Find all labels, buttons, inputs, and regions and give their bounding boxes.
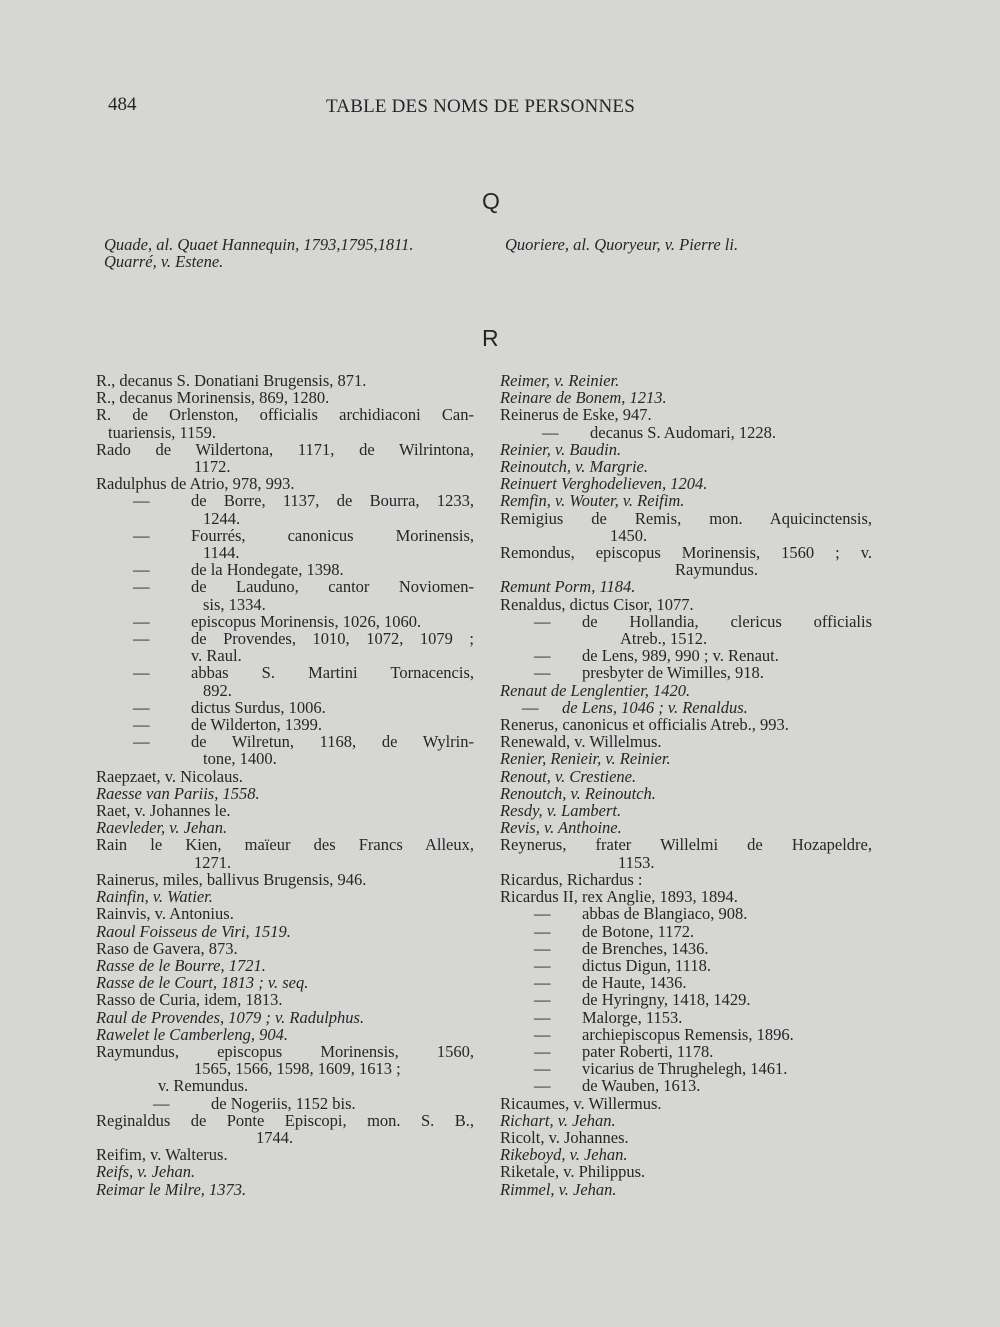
entry-continuation: 1744. [256,1127,294,1147]
index-entry [500,802,872,819]
entry-text: Remondus, episcopus Morinensis, 1560 ; v. [500,543,872,563]
entry-text: Ricardus, Richardus : [500,869,643,889]
index-entry [96,1146,474,1163]
entry-continuation: sis, 1334. [203,594,266,614]
entry-text: Quoriere, al. Quoryeur, v. Pierre li. [505,235,739,254]
entry-text: Reinier, v. Baudin. [500,439,622,459]
index-subentry [534,1076,872,1096]
entry-text: de Wilderton, 1399. [191,715,323,735]
entry-continuation: Atreb., 1512. [620,629,708,649]
index-subentry [133,577,474,614]
running-head: TABLE DES NOMS DE PERSONNES [326,96,635,117]
entry-text: de Lens, 989, 990 ; v. Renaut. [582,646,779,666]
index-entry [96,940,474,957]
entry-text: episcopus Morinensis, 1026, 1060. [191,611,422,631]
index-entry [500,819,872,836]
entry-text: de Borre, 1137, de Bourra, 1233, [191,491,474,511]
dash-mark: — [133,697,150,717]
entry-text: R., decanus S. Donatiani Brugensis, 871. [96,371,367,390]
dash-mark: — [534,663,551,683]
index-entry [500,750,872,767]
entry-text: Reifim, v. Walterus. [96,1145,228,1165]
index-entry [500,475,872,492]
entry-text: Raymundus, episcopus Morinensis, 1560, [96,1041,474,1061]
index-entry [96,871,474,888]
entry-text: dictus Surdus, 1006. [191,697,326,717]
index-subentry [534,663,872,683]
entry-text: Reynerus, frater Willelmi de Hozapeldre, [500,835,872,855]
dash-mark: — [133,715,150,735]
index-subentry [534,904,872,924]
dash-mark: — [133,629,150,649]
r-right-column [500,372,872,1198]
entry-continuation: Raymundus. [675,560,758,580]
index-subentry [534,1007,872,1027]
entry-text: Rasse de le Bourre, 1721. [96,955,266,975]
entry-text: decanus S. Audomari, 1228. [590,422,777,442]
index-entry [500,768,872,785]
entry-text: Raesse van Pariis, 1558. [96,783,260,803]
entry-text: Reifs, v. Jehan. [96,1162,196,1182]
entry-text: R. de Orlenston, officialis archidiaconi Can- [96,405,474,425]
entry-continuation: v. Raul. [191,646,242,666]
entry-text: Rado de Wildertona, 1171, de Wilrintona, [96,439,474,459]
entry-text: de Provendes, 1010, 1072, 1079 ; [191,629,474,649]
entry-text: Quarré, v. Estene. [104,252,224,272]
dash-mark: — [534,921,551,941]
entry-continuation: 1271. [194,852,232,872]
index-entry [505,236,890,253]
index-entry [96,1009,474,1026]
dash-mark: — [133,732,150,752]
index-entry [500,1095,872,1112]
index-entry [500,510,872,544]
dash-mark: — [534,611,551,631]
entry-text: Renier, Renieir, v. Reinier. [500,749,671,769]
index-entry [96,905,474,922]
entry-continuation: 1144. [203,543,240,563]
entry-text: Resdy, v. Lambert. [500,801,622,821]
section-letter-q: Q [482,188,500,214]
index-entry [96,974,474,991]
dash-mark: — [534,646,551,666]
entry-text: Ricaumes, v. Willermus. [500,1093,662,1113]
index-subentry [542,422,872,442]
entry-continuation: tone, 1400. [203,749,277,769]
entry-text: Fourrés, canonicus Morinensis, [191,525,474,545]
entry-text: Rasso de Curia, idem, 1813. [96,990,283,1010]
index-subentry [133,715,474,735]
entry-text: Malorge, 1153. [582,1007,683,1027]
dash-mark: — [534,973,551,993]
entry-text: de Nogeriis, 1152 bis. [211,1093,356,1113]
entry-text: Raul de Provendes, 1079 ; v. Radulphus. [96,1007,365,1027]
index-entry [104,253,489,270]
index-entry [500,682,872,699]
index-entry [96,1026,474,1043]
index-entry [96,406,474,440]
entry-text: Reginaldus de Ponte Episcopi, mon. S. B., [96,1110,474,1130]
entry-text: Reinoutch, v. Margrie. [500,457,649,477]
index-entry [500,372,872,389]
page-number: 484 [108,94,137,115]
q-left-column [104,236,489,270]
dash-mark: — [133,491,150,511]
index-subentry [133,629,474,666]
index-entry [104,236,489,253]
entry-continuation: 1153. [618,852,655,872]
entry-text: Rasse de le Court, 1813 ; v. seq. [96,973,309,993]
index-entry [500,785,872,802]
entry-text: Rain le Kien, maïeur des Francs Alleux, [96,835,474,855]
dash-mark: — [534,990,551,1010]
entry-text: Riketale, v. Philippus. [500,1162,646,1182]
entry-text: Raevleder, v. Jehan. [96,818,228,838]
index-entry [96,1043,474,1095]
entry-text: Renout, v. Crestiene. [500,766,637,786]
entry-text: Radulphus de Atrio, 978, 993. [96,474,295,494]
index-entry [500,888,872,905]
index-entry [500,733,872,750]
dash-mark: — [133,611,150,631]
index-subentry [133,491,474,528]
index-entry [96,888,474,905]
entry-text: Rimmel, v. Jehan. [500,1179,617,1199]
index-entry [96,1112,474,1146]
index-entry [500,1112,872,1129]
entry-text: Raso de Gavera, 873. [96,938,238,958]
entry-text: Raepzaet, v. Nicolaus. [96,766,243,786]
index-subentry [153,1093,474,1113]
entry-text: dictus Digun, 1118. [582,955,711,975]
dash-mark: — [133,577,150,597]
entry-text: Reinare de Bonem, 1213. [500,388,667,408]
entry-text: Reimer, v. Reinier. [500,371,620,390]
entry-text: Quade, al. Quaet Hannequin, 1793,1795,1811. [104,235,414,254]
index-entry [96,802,474,819]
dash-mark: — [534,1076,551,1096]
index-subentry [133,560,474,580]
entry-text: Richart, v. Jehan. [500,1110,616,1130]
dash-mark: — [534,1041,551,1061]
index-entry [96,372,474,389]
index-subentry [534,646,872,666]
index-entry [500,1146,872,1163]
entry-text: Rikeboyd, v. Jehan. [500,1145,628,1165]
entry-text: Ricardus II, rex Anglie, 1893, 1894. [500,887,738,907]
entry-text: abbas S. Martini Tornacencis, [191,663,474,683]
index-subentry [522,697,872,717]
index-entry [500,458,872,475]
entry-text: Reimar le Milre, 1373. [96,1179,247,1199]
dash-mark: — [534,955,551,975]
index-entry [96,923,474,940]
entry-text: Renoutch, v. Reinoutch. [500,783,656,803]
index-entry [500,492,872,509]
entry-text: Raet, v. Johannes le. [96,801,231,821]
index-entry [96,441,474,475]
entry-text: Rainfin, v. Watier. [96,887,213,907]
dash-mark: — [534,904,551,924]
index-entry [500,596,872,613]
index-entry [500,871,872,888]
entry-text: Remunt Porm, 1184. [500,577,636,597]
section-letter-r: R [482,325,499,351]
dash-mark: — [534,1059,551,1079]
entry-text: Rawelet le Camberleng, 904. [96,1024,289,1044]
entry-text: de Botone, 1172. [582,921,695,941]
index-entry [96,819,474,836]
index-subentry [534,955,872,975]
entry-text: archiepiscopus Remensis, 1896. [582,1024,794,1044]
index-entry [500,544,872,578]
dash-mark: — [153,1093,170,1113]
index-entry [96,1163,474,1180]
index-subentry [534,1059,872,1079]
entry-text: de Lauduno, cantor Noviomen- [191,577,474,597]
entry-continuation: 1565, 1566, 1598, 1609, 1613 ; [194,1059,401,1079]
entry-text: de Wilretun, 1168, de Wylrin- [191,732,474,752]
entry-continuation: 1244. [203,508,241,528]
dash-mark: — [133,663,150,683]
index-entry [500,1163,872,1180]
entry-text: Rainerus, miles, ballivus Brugensis, 946. [96,869,367,889]
entry-text: de Lens, 1046 ; v. Renaldus. [562,697,748,717]
entry-text: Raoul Foisseus de Viri, 1519. [96,921,291,941]
index-entry [96,475,474,492]
index-entry [500,836,872,870]
r-left-column [96,372,474,1198]
entry-text: de Brenches, 1436. [582,938,709,958]
entry-text: Remfin, v. Wouter, v. Reifim. [500,491,685,511]
entry-text: vicarius de Thrughelegh, 1461. [582,1059,788,1079]
entry-continuation: 1172. [194,457,231,477]
index-subentry [534,611,872,649]
index-entry [500,716,872,733]
index-entry [96,389,474,406]
entry-continuation: v. Remundus. [158,1076,249,1096]
entry-text: R., decanus Morinensis, 869, 1280. [96,388,330,408]
entry-text: Revis, v. Anthoine. [500,818,622,838]
dash-mark: — [133,525,150,545]
index-entry [500,389,872,406]
entry-text: de Wauben, 1613. [582,1076,701,1096]
index-entry [500,441,872,458]
entry-text: Renaut de Lenglentier, 1420. [500,680,691,700]
index-subentry [133,663,474,700]
entry-continuation: 892. [203,680,232,700]
index-entry [96,836,474,870]
entry-text: Reinerus de Eske, 947. [500,405,652,425]
index-subentry [534,921,872,941]
entry-text: de la Hondegate, 1398. [191,560,344,580]
dash-mark: — [534,938,551,958]
index-entry [96,785,474,802]
entry-text: Renerus, canonicus et officialis Atreb., 993. [500,715,789,735]
index-entry [500,406,872,423]
entry-text: Renewald, v. Willelmus. [500,732,662,752]
index-subentry [534,990,872,1010]
dash-mark: — [534,1024,551,1044]
entry-text: Rainvis, v. Antonius. [96,904,234,924]
dash-mark: — [133,560,150,580]
entry-text: Reinuert Verghodelieven, 1204. [500,474,708,494]
index-entry [500,578,872,595]
dash-mark: — [542,422,559,442]
entry-text: presbyter de Wimilles, 918. [582,663,764,683]
index-entry [96,1181,474,1198]
entry-continuation: tuariensis, 1159. [108,422,216,442]
entry-text: Remigius de Remis, mon. Aquicinctensis, [500,508,872,528]
entry-text: de Hollandia, clericus officialis [582,611,872,631]
index-subentry [534,938,872,958]
dash-mark: — [522,697,539,717]
index-subentry [534,1024,872,1044]
entry-text: abbas de Blangiaco, 908. [582,904,748,924]
entry-text: Renaldus, dictus Cisor, 1077. [500,594,694,614]
index-subentry [534,1041,872,1061]
index-entry [500,1181,872,1198]
index-subentry [133,611,474,631]
entry-continuation: 1450. [610,525,648,545]
entry-text: Ricolt, v. Johannes. [500,1127,629,1147]
index-subentry [133,697,474,717]
q-right-column [505,236,890,253]
entry-text: de Haute, 1436. [582,973,687,993]
index-entry [96,991,474,1008]
entry-text: de Hyringny, 1418, 1429. [582,990,751,1010]
index-entry [96,768,474,785]
index-subentry [534,973,872,993]
index-subentry [133,732,474,769]
dash-mark: — [534,1007,551,1027]
index-entry [500,1129,872,1146]
index-subentry [133,525,474,563]
entry-text: pater Roberti, 1178. [582,1041,714,1061]
index-entry [96,957,474,974]
